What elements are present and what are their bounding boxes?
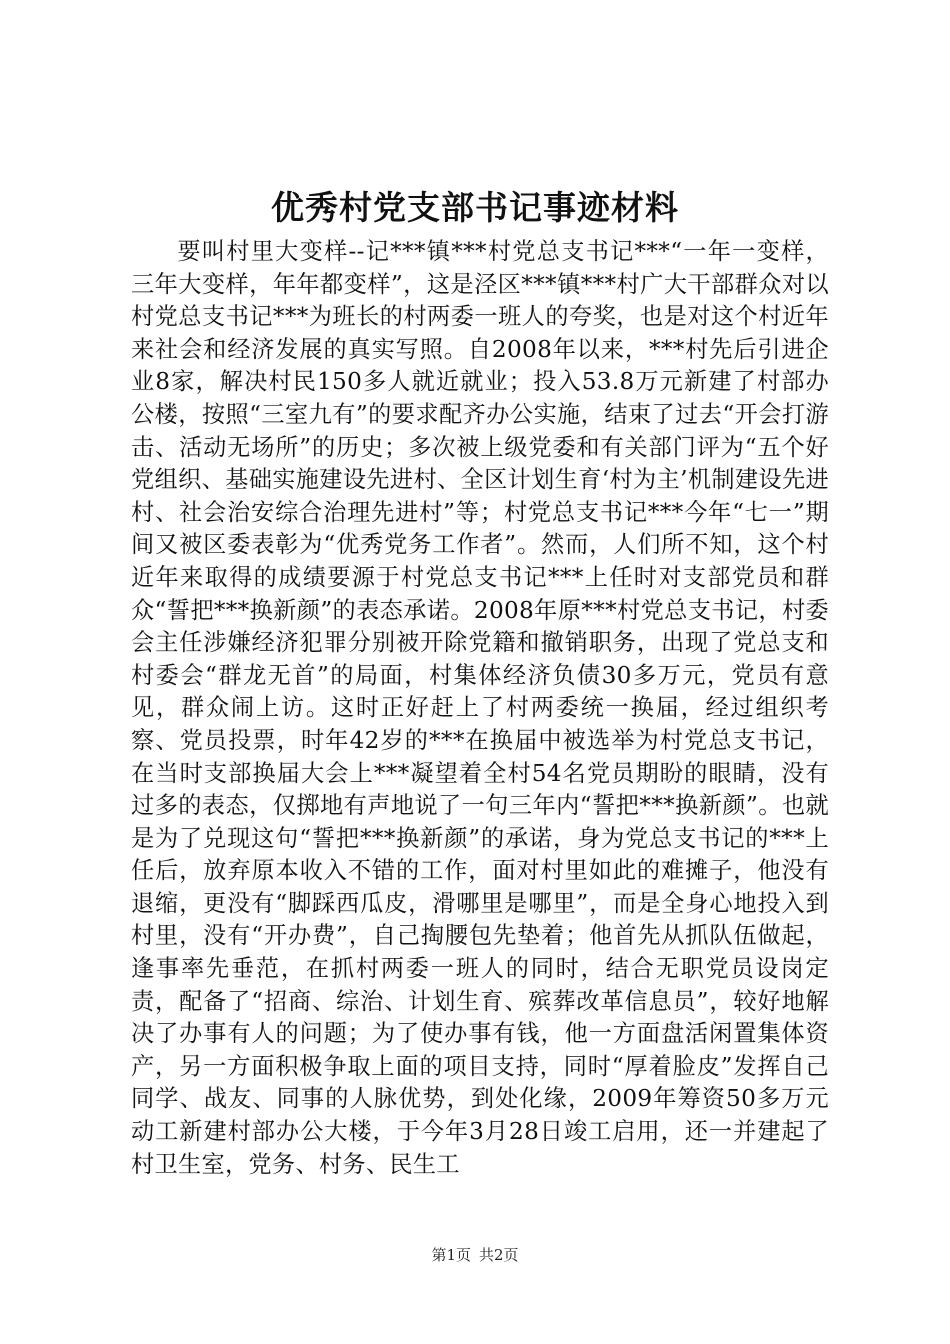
page-footer bbox=[0, 1245, 950, 1265]
page-number-total: 共2页 bbox=[479, 1246, 519, 1264]
document-title: 优秀村党支部书记事迹材料 bbox=[271, 188, 679, 227]
page-number-current: 第1页 bbox=[431, 1246, 471, 1264]
body-paragraph: 要叫村里大变样--记***镇***村党总支书记***“一年一变样，三年大变样，年年都变样”，这是泾区***镇***村广大干部群众对以村党总支书记***为班长的村两委一班人的夸奖，也是对这个村近年来社会和经济发展的真实写照。自2008年以来，***村先后引进企业8家，解决村民150多人就近就业；投入53.8万元新建了村部办公楼，按照“三室九有”的要求配齐办公实施，结束了过去“开会打游击、活动无场所”的历史；多次被上级党委和有关部门评为“五个好党组织、基础实施建设先进村、全区计划生育‘村为主’机制建设先进村、社会治安综合治理先进村”等；村党总支书记***今年“七一”期间又被区委表彰为“优秀党务工作者”。然而，人们所不知，这个村近年来取得的成绩要源于村党总支书记***上任时对支部党员和群众“誓把***换新颜”的表态承诺。2008年原***村党总支书记，村委会主任涉嫌经济犯罪分别被开除党籍和撤销职务，出现了党总支和村委会“群龙无首”的局面，村集体经济负债30多万元，党员有意见，群众闹上访。这时正好赶上了村两委统一换届，经过组织考察、党员投票，时年42岁的***在换届中被选举为村党总支书记，在当时支部换届大会上***凝望着全村54名党员期盼的眼睛，没有过多的表态，仅掷地有声地说了一句三年内“誓把***换新颜”。也就是为了兑现这句“誓把***换新颜”的承诺，身为党总支书记的***上任后，放弃原本收入不错的工作，面对村里如此的难摊子，他没有退缩，更没有“脚踩西瓜皮，滑哪里是哪里”，而是全身心地投入到村里，没有“开办费”，自己掏腰包先垫着；他首先从抓队伍做起，逢事率先垂范，在抓村两委一班人的同时，结合无职党员设岗定责，配备了“招商、综治、计划生育、殡葬改革信息员”，较好地解决了办事有人的问题；为了使办事有钱，他一方面盘活闲置集体资产，另一方面积极争取上面的项目支持，同时“厚着脸皮”发挥自己同学、战友、同事的人脉优势，到处化缘，2009年筹资50多万元动工新建村部办公大楼，于今年3月28日竣工启用，还一并建起了村卫生室，党务、村务、民生工 bbox=[131, 238, 829, 1178]
